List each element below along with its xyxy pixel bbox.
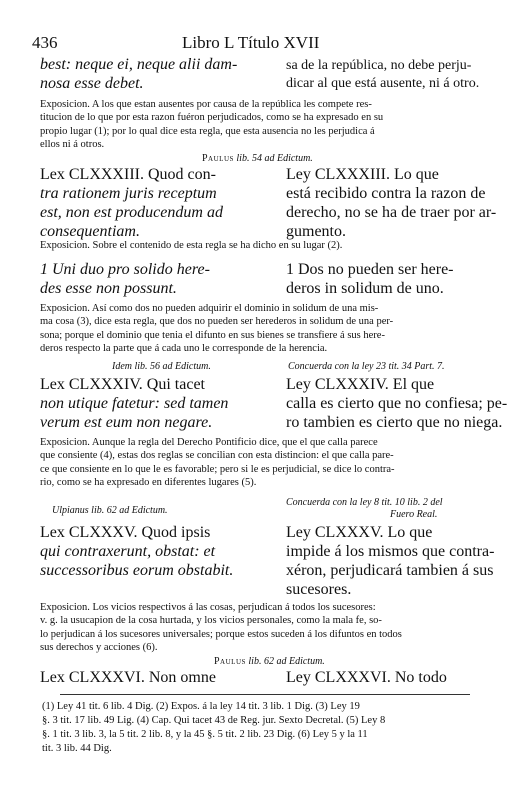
law-latin-line: non utique fatetur: sed tamen — [40, 395, 229, 412]
intro-spanish — [286, 57, 492, 93]
rule-spanish-line: deros in solidum de uno. — [286, 280, 444, 297]
law-latin-line: successoribus eorum obstabit. — [40, 562, 234, 579]
exposicion-line: Exposicion. Sobre el contenido de esta regla se ha dicho en su lugar (2). — [40, 240, 343, 251]
law-186-latin — [40, 668, 276, 687]
intro-spanish-line: dicar al que está ausente, ni á otro. — [286, 76, 480, 91]
exposicion-line: Exposicion. Aunque la regla del Derecho Pontificio dice, que el que calla parece — [40, 437, 378, 448]
source-author: Paulus — [202, 153, 234, 164]
intro-spanish-line: sa de la república, no debe perju- — [286, 58, 472, 73]
running-head: Libro L Título XVII — [182, 33, 320, 52]
law-spanish-line: sucesores. — [286, 581, 352, 598]
law-185-spanish — [286, 523, 495, 599]
law-spanish-line: Ley CLXXXIII. Lo que — [286, 166, 439, 183]
law-spanish-line: está recibido contra la razon de — [286, 185, 486, 202]
law-spanish-line: calla es cierto que no confiesa; pe- — [286, 395, 508, 412]
source-ulpianus-62: Ulpianus lib. 62 ad Edictum. — [52, 505, 168, 516]
law-183-latin — [40, 165, 276, 241]
exposicion-line: deros respecto la parte que á cada uno le corresponde de la herencia. — [40, 342, 328, 354]
law-latin-line: Lex CLXXXIV. Qui tacet — [40, 376, 205, 393]
law-latin-line: Lex CLXXXIII. Quod con- — [40, 166, 216, 183]
exposicion-2 — [40, 239, 492, 252]
source-idem-56: Idem lib. 56 ad Edictum. — [112, 361, 211, 372]
intro-latin — [40, 55, 276, 93]
footnotes — [42, 700, 492, 756]
rule-spanish-line: 1 Dos no pueden ser here- — [286, 261, 454, 278]
footnote-rule — [60, 694, 470, 695]
law-latin-line: est, non est producendum ad — [40, 204, 223, 221]
law-latin-line: Lex CLXXXVI. Non omne — [40, 669, 216, 686]
law-spanish-line: ro tambien es cierto que no niega. — [286, 414, 503, 431]
source-paulus-54 — [202, 153, 313, 164]
footnote-line: §. 3 tit. 17 lib. 49 Lig. (4) Cap. Qui tacet 43 de Reg. jur. Sexto Decretal. (5) Ley 8 — [42, 715, 386, 726]
law-latin-line: verum est eum non negare. — [40, 414, 213, 431]
exposicion-line: Exposicion. A los que estan ausentes por causa de la república les compete res- — [40, 99, 372, 110]
concordance-185-line2: Fuero Real. — [390, 509, 438, 520]
exposicion-line: ma cosa (3), dice esta regla, que dos no pueden ser herederos in solidum de una per- — [40, 316, 394, 328]
footnote-line: (1) Ley 41 tit. 6 lib. 4 Dig. (2) Expos. á la ley 14 tit. 3 lib. 1 Dig. (3) Ley 19 — [42, 701, 360, 712]
law-spanish-line: derecho, no se ha de traer por ar- — [286, 204, 497, 221]
rule-1-spanish — [286, 260, 492, 298]
exposicion-5 — [40, 601, 492, 654]
law-spanish-line: xéron, perjudicará tambien á sus — [286, 562, 494, 579]
exposicion-line: ellos ni á otros. — [40, 138, 105, 150]
law-184-spanish — [286, 375, 508, 432]
source-author: Paulus — [214, 656, 246, 667]
exposicion-line: titucion de lo que por esta razon fuéron perjudicados, como se ha expresado en su — [40, 112, 384, 124]
concordance-184: Concuerda con la ley 23 tit. 34 Part. 7. — [288, 361, 445, 372]
intro-latin-line: nosa esse debet. — [40, 75, 144, 92]
law-latin-line: tra rationem juris receptum — [40, 185, 217, 202]
source-ref: lib. 62 ad Edictum. — [248, 656, 325, 667]
law-spanish-line: Ley CLXXXV. Lo que — [286, 524, 433, 541]
exposicion-line: lo perjudican á los sucesores universales; porque estos suceden á los difuntos en todos — [40, 628, 402, 640]
rule-1-latin — [40, 260, 276, 298]
exposicion-line: propio lugar (1); por lo qual dice esta regla, que esta ausencia no les perjudica á — [40, 125, 375, 137]
law-latin-line: Lex CLXXXV. Quod ipsis — [40, 524, 211, 541]
law-spanish-line: gumento. — [286, 223, 346, 240]
exposicion-1 — [40, 98, 492, 151]
law-latin-line: consequentiam. — [40, 223, 140, 240]
footnote-line: tit. 3 lib. 44 Dig. — [42, 743, 112, 754]
exposicion-4 — [40, 436, 492, 489]
law-spanish-line: Ley CLXXXIV. El que — [286, 376, 435, 393]
rule-latin-line: 1 Uni duo pro solido here- — [40, 261, 210, 278]
law-spanish-line: impide á los mismos que contra- — [286, 543, 495, 560]
exposicion-line: Exposicion. Los vicios respectivos á las cosas, perjudican á todos los sucesores: — [40, 602, 376, 613]
law-184-latin — [40, 375, 276, 432]
law-183-spanish — [286, 165, 497, 241]
intro-latin-line: best: neque ei, neque alii dam- — [40, 56, 238, 73]
exposicion-line: v. g. la usucapion de la cosa hurtada, y los vicios personales, como la mala fe, so- — [40, 615, 382, 627]
law-185-latin — [40, 523, 276, 580]
law-spanish-line: Ley CLXXXVI. No todo — [286, 669, 447, 686]
exposicion-3 — [40, 302, 492, 355]
law-186-spanish — [286, 668, 492, 687]
exposicion-line: sona; porque el dominio que tenia el difunto en sus bienes se transfiere á sus here- — [40, 329, 385, 341]
exposicion-line: ce que consiente en lo que le es favorable; pero si le es perjudicial, se dice lo contra- — [40, 463, 395, 475]
rule-latin-line: des esse non possunt. — [40, 280, 177, 297]
exposicion-line: rio, como se ha expresado en diferentes lugares (5). — [40, 476, 257, 488]
page-number: 436 — [32, 33, 58, 52]
exposicion-line: Exposicion. Así como dos no pueden adquirir el dominio in solidum de una mis- — [40, 303, 379, 314]
footnote-line: §. 1 tit. 3 lib. 3, la 5 tit. 2 lib. 8, y la 45 §. 5 tit. 2 lib. 23 Dig. (6) Ley 5 y la 11 — [42, 729, 368, 740]
concordance-185-line1: Concuerda con la ley 8 tit. 10 lib. 2 del — [286, 497, 443, 508]
source-paulus-62 — [214, 656, 325, 667]
exposicion-line: sus derechos y acciones (6). — [40, 641, 158, 653]
exposicion-line: que consiente (4), estas dos reglas se concilian con esta distincion: el que calla pare- — [40, 450, 394, 462]
source-ref: lib. 54 ad Edictum. — [236, 153, 313, 164]
law-latin-line: qui contraxerunt, obstat: et — [40, 543, 216, 560]
